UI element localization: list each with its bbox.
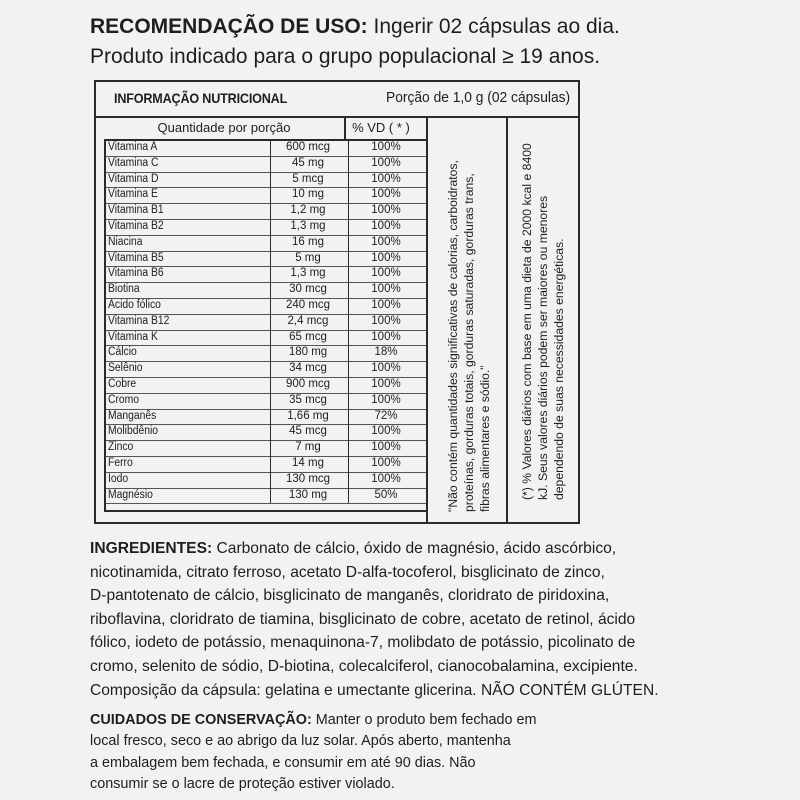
nutrient-row xyxy=(104,377,426,394)
nutrient-name: Cromo xyxy=(108,393,140,406)
nutrient-name: Ferro xyxy=(108,457,133,469)
nutrient-vd: 100% xyxy=(371,362,401,375)
nutrient-amount: 14 mg xyxy=(292,457,324,469)
nutrient-name: Niacina xyxy=(108,235,143,248)
nutrient-amount: 7 mg xyxy=(295,441,321,454)
nutrient-amount: 45 mcg xyxy=(289,425,327,438)
conservation-text-1: Manter o produto bem fechado em xyxy=(311,712,537,728)
note-not-significant-line-2: proteínas, gorduras totais, gorduras saturadas, gorduras trans, xyxy=(462,173,476,512)
ingredients-text-1: Carbonato de cálcio, óxido de magnésio, ácido ascórbico, xyxy=(212,540,617,557)
ingredients-line-2: nicotinamida, citrato ferroso, acetato D-alfa-tocoferol, bisglicinato de zinco, xyxy=(90,563,605,581)
nutrient-name: Vitamina B5 xyxy=(108,251,164,264)
nutrient-name: Zinco xyxy=(108,441,134,454)
nutrient-vd: 100% xyxy=(371,141,401,153)
nutrient-vd: 100% xyxy=(371,457,401,469)
nutrient-vd: 72% xyxy=(374,409,398,422)
nutrient-amount: 30 mcg xyxy=(289,283,327,296)
ingredients-section xyxy=(90,537,790,702)
nutrient-amount-divider xyxy=(348,140,349,503)
table-frame-left xyxy=(104,139,106,511)
nutrient-row xyxy=(104,361,426,378)
storage-care-section xyxy=(90,710,790,796)
nutrient-vd: 100% xyxy=(371,283,401,296)
note-not-significant-line-1: "Não contém quantidades significativas de calorias, carboidratos, xyxy=(446,160,460,512)
nutrient-amount: 240 mcg xyxy=(285,299,331,311)
table-divider-right xyxy=(426,116,428,524)
nutrient-amount: 65 mcg xyxy=(289,330,327,343)
nutrient-name: Vitamina C xyxy=(108,156,159,169)
nutrient-row xyxy=(104,456,426,473)
nutrient-amount: 1,3 mg xyxy=(290,267,326,280)
vd-header-divider xyxy=(344,116,346,140)
nutrient-amount: 180 mg xyxy=(288,346,328,359)
recommendation-text: Ingerir 02 cápsulas ao dia. xyxy=(367,15,620,38)
ingredients-line-6: cromo, selenito de sódio, D-biotina, colecalciferol, cianocobalamina, excipiente. xyxy=(90,657,638,675)
conservation-label: CUIDADOS DE CONSERVAÇÃO: xyxy=(90,712,312,728)
nutrient-vd: 100% xyxy=(371,314,401,327)
nutrient-name: Vitamina B6 xyxy=(108,267,164,280)
nutrient-amount: 130 mg xyxy=(288,488,328,501)
nutrient-name: Ácido fólico xyxy=(108,299,161,311)
usage-recommendation xyxy=(90,12,790,72)
nutrient-row xyxy=(104,251,426,268)
conservation-line-1 xyxy=(90,710,790,731)
nutrient-amount: 600 mcg xyxy=(285,141,331,153)
nutrient-amount: 130 mcg xyxy=(285,472,331,485)
nutrient-vd: 100% xyxy=(371,378,401,390)
ingredients-line-1 xyxy=(90,537,790,561)
ingredients-line-7: Composição da cápsula: gelatina e umectante glicerina. NÃO CONTÉM GLÚTEN. xyxy=(90,681,659,699)
nutrient-name-divider xyxy=(270,140,271,503)
nutrient-amount: 1,66 mg xyxy=(287,409,329,422)
nutrient-vd: 100% xyxy=(371,204,401,217)
note-daily-values-line-2: kJ. Seus valores diários podem ser maiores ou menores xyxy=(536,195,550,500)
nutrient-row xyxy=(104,203,426,220)
nutrient-vd: 100% xyxy=(371,172,401,185)
table-frame-bottom xyxy=(104,510,426,512)
nutrient-name: Vitamina K xyxy=(108,330,158,343)
nutrient-amount: 2,4 mcg xyxy=(287,314,329,327)
nutrient-vd: 50% xyxy=(374,488,398,501)
nutrient-name: Magnésio xyxy=(108,488,153,501)
nutrient-vd: 100% xyxy=(371,441,401,454)
nutrient-row xyxy=(104,314,426,331)
note-not-significant-line-3: fibras alimentares e sódio." xyxy=(478,365,492,512)
nutrient-vd: 100% xyxy=(371,299,401,311)
nutrient-row xyxy=(104,266,426,283)
nutrient-amount: 900 mcg xyxy=(285,378,331,390)
nutrient-vd: 100% xyxy=(371,251,401,264)
nutrient-row xyxy=(104,345,426,362)
nutrient-row xyxy=(104,219,426,236)
nutrient-amount: 5 mcg xyxy=(292,172,324,185)
nutrient-name: Vitamina A xyxy=(108,141,158,153)
recommendation-label: RECOMENDAÇÃO DE USO: xyxy=(90,15,368,38)
column-header-quantity: Quantidade por porção xyxy=(157,120,291,135)
nutrient-row xyxy=(104,187,426,204)
nutrient-row xyxy=(104,172,426,189)
nutrient-row xyxy=(104,409,426,426)
recommendation-line-1 xyxy=(90,12,790,42)
nutrient-vd: 18% xyxy=(374,346,398,359)
nutrient-vd: 100% xyxy=(371,330,401,343)
nutrient-row xyxy=(104,393,426,410)
ingredients-line-5: fólico, iodeto de potássio, menaquinona-7, molibdato de potássio, picolinato de xyxy=(90,634,636,652)
nutrient-amount: 10 mg xyxy=(292,188,324,201)
nutrient-name: Molibdênio xyxy=(108,425,159,438)
nutrition-header xyxy=(96,82,578,118)
nutrient-row xyxy=(104,472,426,489)
nutrient-name: Cobre xyxy=(108,378,137,390)
nutrient-row xyxy=(104,282,426,299)
nutrient-amount: 16 mg xyxy=(292,235,324,248)
nutrient-name: Vitamina E xyxy=(108,188,158,201)
nutrient-amount: 5 mg xyxy=(295,251,321,264)
nutrient-name: Selênio xyxy=(108,362,143,375)
nutrition-portion: Porção de 1,0 g (02 cápsulas) xyxy=(385,89,570,106)
note-daily-values-line-3: dependendo de suas necessidades energéticas. xyxy=(552,238,566,500)
nutrition-title: INFORMAÇÃO NUTRICIONAL xyxy=(114,90,288,106)
column-header-vd: % VD ( * ) xyxy=(352,120,410,135)
nutrient-vd: 100% xyxy=(371,472,401,485)
nutrient-name: Vitamina B12 xyxy=(108,314,170,327)
nutrient-amount: 34 mcg xyxy=(289,362,327,375)
nutrient-row xyxy=(104,424,426,441)
nutrient-row xyxy=(104,156,426,173)
recommendation-line-2: Produto indicado para o grupo populacional ≥ 19 anos. xyxy=(90,45,601,68)
conservation-line-4: consumir se o lacre de proteção estiver violado. xyxy=(90,776,395,793)
nutrient-vd: 100% xyxy=(371,425,401,438)
nutrient-name: Manganês xyxy=(108,409,157,422)
nutrient-name: Vitamina B1 xyxy=(108,204,164,217)
nutrient-amount: 45 mg xyxy=(292,156,324,169)
nutrient-amount: 1,3 mg xyxy=(290,220,326,232)
column-header-underline xyxy=(104,139,426,141)
nutrient-row xyxy=(104,488,426,505)
ingredients-label: INGREDIENTES: xyxy=(90,540,213,557)
nutrient-vd: 100% xyxy=(371,220,401,232)
ingredients-line-4: riboflavina, cloridrato de tiamina, bisglicinato de cobre, acetato de retinol, ácido xyxy=(90,610,636,628)
conservation-line-2: local fresco, seco e ao abrigo da luz solar. Após aberto, mantenha xyxy=(90,733,511,750)
ingredients-line-3: D-pantotenato de cálcio, bisglicinato de manganês, cloridrato de piridoxina, xyxy=(90,587,610,605)
nutrient-vd: 100% xyxy=(371,235,401,248)
nutrient-vd: 100% xyxy=(371,393,401,406)
nutrient-row xyxy=(104,440,426,457)
nutrient-name: Cálcio xyxy=(108,346,137,359)
nutrient-vd: 100% xyxy=(371,188,401,201)
nutrient-name: Iodo xyxy=(108,472,129,485)
nutrient-amount: 1,2 mg xyxy=(290,204,326,217)
nutrient-vd: 100% xyxy=(371,267,401,280)
nutrient-name: Biotina xyxy=(108,283,140,296)
nutrient-row xyxy=(104,298,426,315)
nutrient-vd: 100% xyxy=(371,156,401,169)
nutrient-row xyxy=(104,330,426,347)
note-daily-values-line-1: (*) % Valores diários com base em uma dieta de 2000 kcal e 8400 xyxy=(520,143,534,500)
nutrient-name: Vitamina B2 xyxy=(108,220,164,232)
conservation-line-3: a embalagem bem fechada, e consumir em até 90 dias. Não xyxy=(90,754,476,771)
nutrient-row xyxy=(104,140,426,157)
notes-divider xyxy=(506,116,508,524)
nutrition-facts-panel xyxy=(94,80,580,524)
nutrient-amount: 35 mcg xyxy=(289,393,327,406)
nutrient-name: Vitamina D xyxy=(108,172,159,185)
nutrient-row xyxy=(104,235,426,252)
